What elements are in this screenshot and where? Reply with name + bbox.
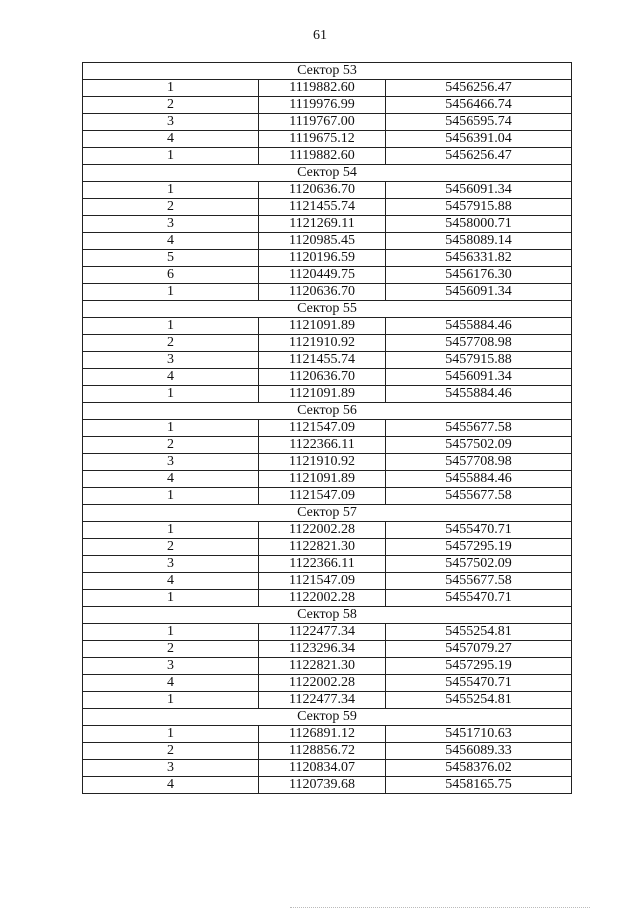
sector-title: Сектор 56	[83, 403, 572, 420]
point-number-cell: 1	[83, 590, 259, 607]
point-number-cell: 1	[83, 420, 259, 437]
x-coordinate-cell: 1121547.09	[259, 573, 386, 590]
table-row	[83, 454, 572, 471]
y-coordinate-cell: 5455884.46	[386, 318, 572, 335]
point-number-cell: 1	[83, 148, 259, 165]
table-row	[83, 556, 572, 573]
scan-edge-mark	[290, 907, 590, 909]
x-coordinate-cell: 1119767.00	[259, 114, 386, 131]
point-number-cell: 4	[83, 131, 259, 148]
point-number-cell: 1	[83, 80, 259, 97]
table-row	[83, 369, 572, 386]
point-number-cell: 1	[83, 386, 259, 403]
point-number-cell: 4	[83, 233, 259, 250]
x-coordinate-cell: 1121910.92	[259, 454, 386, 471]
table-row	[83, 675, 572, 692]
y-coordinate-cell: 5458376.02	[386, 760, 572, 777]
x-coordinate-cell: 1121547.09	[259, 420, 386, 437]
table-row	[83, 420, 572, 437]
table-row	[83, 131, 572, 148]
table-row	[83, 760, 572, 777]
table-row	[83, 539, 572, 556]
x-coordinate-cell: 1121269.11	[259, 216, 386, 233]
sector-title: Сектор 54	[83, 165, 572, 182]
x-coordinate-cell: 1122002.28	[259, 590, 386, 607]
table-row	[83, 590, 572, 607]
y-coordinate-cell: 5458165.75	[386, 777, 572, 794]
point-number-cell: 1	[83, 284, 259, 301]
y-coordinate-cell: 5456091.34	[386, 284, 572, 301]
point-number-cell: 3	[83, 556, 259, 573]
point-number-cell: 2	[83, 539, 259, 556]
table-row	[83, 148, 572, 165]
point-number-cell: 2	[83, 335, 259, 352]
point-number-cell: 3	[83, 760, 259, 777]
y-coordinate-cell: 5456091.34	[386, 369, 572, 386]
table-row	[83, 216, 572, 233]
point-number-cell: 2	[83, 437, 259, 454]
point-number-cell: 1	[83, 726, 259, 743]
x-coordinate-cell: 1121910.92	[259, 335, 386, 352]
point-number-cell: 4	[83, 471, 259, 488]
table-row	[83, 182, 572, 199]
x-coordinate-cell: 1120636.70	[259, 284, 386, 301]
table-row	[83, 573, 572, 590]
point-number-cell: 3	[83, 216, 259, 233]
point-number-cell: 4	[83, 777, 259, 794]
x-coordinate-cell: 1119675.12	[259, 131, 386, 148]
x-coordinate-cell: 1119976.99	[259, 97, 386, 114]
x-coordinate-cell: 1122366.11	[259, 556, 386, 573]
x-coordinate-cell: 1121455.74	[259, 199, 386, 216]
y-coordinate-cell: 5456466.74	[386, 97, 572, 114]
y-coordinate-cell: 5455254.81	[386, 692, 572, 709]
point-number-cell: 1	[83, 624, 259, 641]
x-coordinate-cell: 1122477.34	[259, 692, 386, 709]
point-number-cell: 4	[83, 369, 259, 386]
y-coordinate-cell: 5456331.82	[386, 250, 572, 267]
y-coordinate-cell: 5457502.09	[386, 556, 572, 573]
x-coordinate-cell: 1120985.45	[259, 233, 386, 250]
x-coordinate-cell: 1122821.30	[259, 658, 386, 675]
y-coordinate-cell: 5458089.14	[386, 233, 572, 250]
y-coordinate-cell: 5455677.58	[386, 488, 572, 505]
y-coordinate-cell: 5456256.47	[386, 80, 572, 97]
x-coordinate-cell: 1120834.07	[259, 760, 386, 777]
point-number-cell: 5	[83, 250, 259, 267]
point-number-cell: 2	[83, 97, 259, 114]
y-coordinate-cell: 5457295.19	[386, 539, 572, 556]
x-coordinate-cell: 1121547.09	[259, 488, 386, 505]
table-row	[83, 114, 572, 131]
x-coordinate-cell: 1120636.70	[259, 369, 386, 386]
sector-header-row	[83, 165, 572, 182]
sector-header-row	[83, 505, 572, 522]
table-row	[83, 471, 572, 488]
y-coordinate-cell: 5456176.30	[386, 267, 572, 284]
table-row	[83, 743, 572, 760]
x-coordinate-cell: 1119882.60	[259, 80, 386, 97]
y-coordinate-cell: 5456256.47	[386, 148, 572, 165]
table-row	[83, 318, 572, 335]
sector-header-row	[83, 403, 572, 420]
table-row	[83, 199, 572, 216]
table-row	[83, 352, 572, 369]
y-coordinate-cell: 5455884.46	[386, 471, 572, 488]
point-number-cell: 1	[83, 522, 259, 539]
y-coordinate-cell: 5455677.58	[386, 420, 572, 437]
sector-title: Сектор 53	[83, 63, 572, 80]
y-coordinate-cell: 5457079.27	[386, 641, 572, 658]
table-row	[83, 267, 572, 284]
point-number-cell: 3	[83, 454, 259, 471]
x-coordinate-cell: 1122366.11	[259, 437, 386, 454]
x-coordinate-cell: 1121091.89	[259, 471, 386, 488]
x-coordinate-cell: 1122821.30	[259, 539, 386, 556]
x-coordinate-cell: 1121455.74	[259, 352, 386, 369]
y-coordinate-cell: 5455470.71	[386, 590, 572, 607]
y-coordinate-cell: 5455470.71	[386, 675, 572, 692]
point-number-cell: 2	[83, 641, 259, 658]
table-row	[83, 233, 572, 250]
sector-title: Сектор 59	[83, 709, 572, 726]
point-number-cell: 4	[83, 675, 259, 692]
table-row	[83, 250, 572, 267]
y-coordinate-cell: 5456091.34	[386, 182, 572, 199]
x-coordinate-cell: 1120449.75	[259, 267, 386, 284]
point-number-cell: 3	[83, 352, 259, 369]
table-row	[83, 726, 572, 743]
x-coordinate-cell: 1122477.34	[259, 624, 386, 641]
sector-title: Сектор 57	[83, 505, 572, 522]
table-row	[83, 522, 572, 539]
point-number-cell: 4	[83, 573, 259, 590]
y-coordinate-cell: 5456391.04	[386, 131, 572, 148]
x-coordinate-cell: 1126891.12	[259, 726, 386, 743]
sector-header-row	[83, 709, 572, 726]
page-number: 61	[313, 28, 327, 43]
sector-header-row	[83, 63, 572, 80]
y-coordinate-cell: 5455884.46	[386, 386, 572, 403]
table-row	[83, 488, 572, 505]
table-row	[83, 97, 572, 114]
x-coordinate-cell: 1128856.72	[259, 743, 386, 760]
coordinates-table	[82, 62, 572, 794]
table-row	[83, 284, 572, 301]
y-coordinate-cell: 5457708.98	[386, 454, 572, 471]
table-row	[83, 658, 572, 675]
y-coordinate-cell: 5457295.19	[386, 658, 572, 675]
sector-title: Сектор 55	[83, 301, 572, 318]
point-number-cell: 1	[83, 488, 259, 505]
x-coordinate-cell: 1120739.68	[259, 777, 386, 794]
y-coordinate-cell: 5455470.71	[386, 522, 572, 539]
x-coordinate-cell: 1122002.28	[259, 675, 386, 692]
sector-title: Сектор 58	[83, 607, 572, 624]
y-coordinate-cell: 5458000.71	[386, 216, 572, 233]
y-coordinate-cell: 5456595.74	[386, 114, 572, 131]
table-row	[83, 80, 572, 97]
sector-header-row	[83, 301, 572, 318]
table-row	[83, 777, 572, 794]
point-number-cell: 1	[83, 318, 259, 335]
table-row	[83, 437, 572, 454]
y-coordinate-cell: 5457708.98	[386, 335, 572, 352]
y-coordinate-cell: 5456089.33	[386, 743, 572, 760]
table-row	[83, 641, 572, 658]
y-coordinate-cell: 5455254.81	[386, 624, 572, 641]
x-coordinate-cell: 1122002.28	[259, 522, 386, 539]
y-coordinate-cell: 5457915.88	[386, 199, 572, 216]
x-coordinate-cell: 1121091.89	[259, 386, 386, 403]
point-number-cell: 2	[83, 743, 259, 760]
y-coordinate-cell: 5455677.58	[386, 573, 572, 590]
y-coordinate-cell: 5457502.09	[386, 437, 572, 454]
point-number-cell: 1	[83, 182, 259, 199]
sector-header-row	[83, 607, 572, 624]
x-coordinate-cell: 1121091.89	[259, 318, 386, 335]
x-coordinate-cell: 1123296.34	[259, 641, 386, 658]
y-coordinate-cell: 5451710.63	[386, 726, 572, 743]
table-row	[83, 386, 572, 403]
point-number-cell: 6	[83, 267, 259, 284]
x-coordinate-cell: 1120196.59	[259, 250, 386, 267]
table-row	[83, 692, 572, 709]
point-number-cell: 3	[83, 658, 259, 675]
table-row	[83, 335, 572, 352]
x-coordinate-cell: 1120636.70	[259, 182, 386, 199]
table-row	[83, 624, 572, 641]
point-number-cell: 1	[83, 692, 259, 709]
point-number-cell: 2	[83, 199, 259, 216]
x-coordinate-cell: 1119882.60	[259, 148, 386, 165]
y-coordinate-cell: 5457915.88	[386, 352, 572, 369]
point-number-cell: 3	[83, 114, 259, 131]
